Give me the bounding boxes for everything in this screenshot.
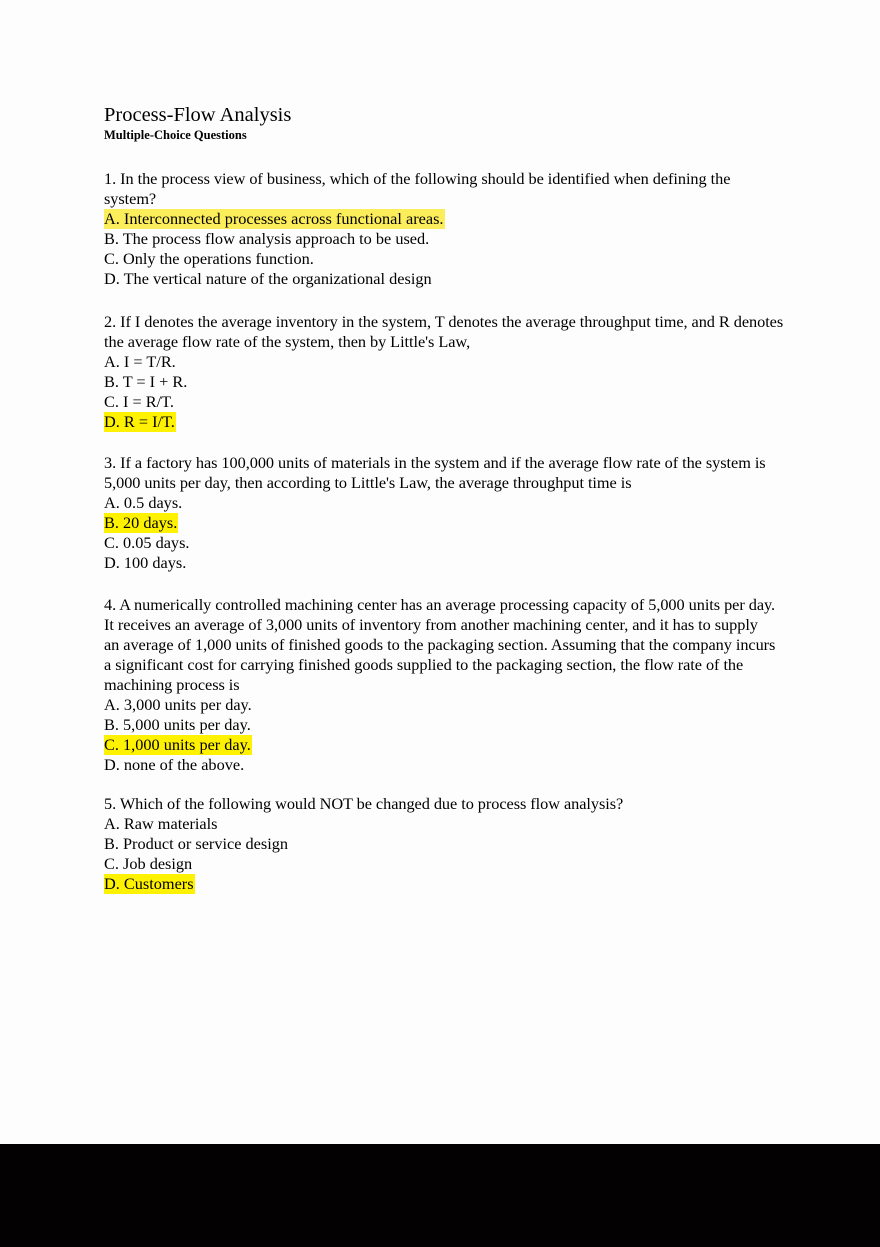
question-stem: 5. Which of the following would NOT be changed due to process flow analysis? [104,794,624,813]
option-c: C. Job design [104,854,193,873]
option-b: B. 5,000 units per day. [104,715,251,734]
option-a: A. 3,000 units per day. [104,695,252,714]
document-title: Process-Flow Analysis [104,104,292,126]
option-b: B. The process flow analysis approach to be used. [104,229,430,248]
correct-answer-highlight: B. 20 days. [104,513,178,532]
option-b: B. T = I + R. [104,372,188,391]
option-c: C. 0.05 days. [104,533,190,552]
option-d: D. none of the above. [104,755,245,774]
option-b: B. Product or service design [104,834,289,853]
option-d [104,412,784,432]
option-c: C. Only the operations function. [104,249,314,268]
document-subtitle: Multiple-Choice Questions [104,128,247,142]
option-b [104,513,784,533]
correct-answer-highlight: A. Interconnected processes across functional areas. [104,209,444,228]
option-a: A. Raw materials [104,814,218,833]
correct-answer-highlight: D. Customers [104,874,194,893]
option-c [104,735,776,755]
question-stem: 3. If a factory has 100,000 units of materials in the system and if the average flow rate of the system is 5,000 units per day, then according to Little's Law, the average throughput time is [104,453,766,492]
option-a: A. 0.5 days. [104,493,183,512]
correct-answer-highlight: C. 1,000 units per day. [104,735,251,754]
option-d [104,874,784,894]
question-stem: 2. If I denotes the average inventory in the system, T denotes the average throughput time, and R denotes the average flow rate of the system, then by Little's Law, [104,312,784,351]
correct-answer-highlight: D. R = I/T. [104,412,175,431]
option-d: D. 100 days. [104,553,187,572]
option-d: D. The vertical nature of the organizational design [104,269,432,288]
question-stem: 4. A numerically controlled machining center has an average processing capacity of 5,000 units per day. It receives an average of 3,000 units of inventory from another machining center, and it has to supply an average of 1,000 units of finished goods to the packaging section. Assuming that the company incurs a significant cost for carrying finished goods supplied to the packaging section, the flow rate of the machining process is [104,595,776,694]
question-2 [104,312,784,432]
question-1 [104,169,784,289]
question-stem: 1. In the process view of business, which of the following should be identified when defining the system? [104,169,731,208]
question-4 [104,595,776,775]
option-a: A. I = T/R. [104,352,176,371]
question-3 [104,453,784,573]
viewer-bottom-bar [0,1144,880,1247]
question-5 [104,794,784,894]
option-c: C. I = R/T. [104,392,174,411]
option-a [104,209,784,229]
